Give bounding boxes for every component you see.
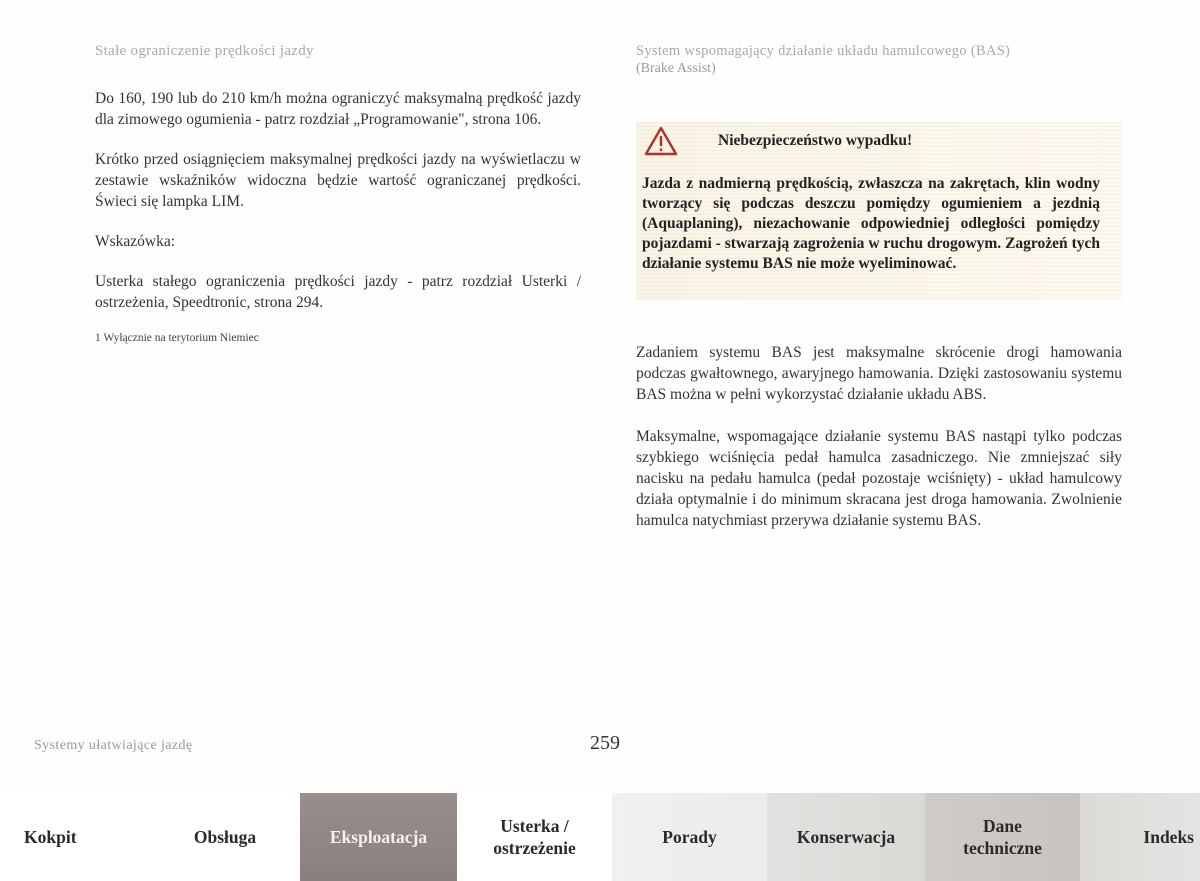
tab-dane-techniczne[interactable] [925,793,1080,881]
chapter-navigation [0,793,1200,881]
left-column [95,42,581,344]
tab-kokpit[interactable]: Kokpit [0,793,150,881]
right-column-body [636,342,1122,531]
right-column-header [636,42,1122,78]
tab-konserwacja[interactable]: Konserwacja [767,793,925,881]
footer-section-title: Systemy ułatwiające jazdę [34,738,193,753]
tab-porady[interactable]: Porady [612,793,767,881]
warning-body: Jazda z nadmierną prędkością, zwłaszcza na zakrętach, klin wodny tworzący się podczas deszczu pomiędzy ogumieniem a jezdnią (Aquaplaning), niezachowanie odpowiedniej odległości pomiędzy pojazdami - stwarzają zagrożenia w ruchu drogowym. Zagrożeń tych działanie systemu BAS nie może wyeliminować. [642,175,1100,272]
paragraph-bas-purpose: Zadaniem systemu BAS jest maksymalne skrócenie drogi hamowania podczas gwałtownego, awaryjnego hamowania. Dzięki zastosowaniu systemu BAS można w pełni wykorzystać działanie układu ABS. [636,344,1122,403]
warning-header [644,126,912,156]
warning-title: Niebezpieczeństwo wypadku! [718,132,913,149]
tab-dane-label: Dane techniczne [963,816,1042,858]
tab-obsluga[interactable]: Obsługa [150,793,300,881]
note-label: Wskazówka: [95,233,176,250]
paragraph-fault-reference: Usterka stałego ograniczenia prędkości jazdy - patrz rozdział Usterki / ostrzeżenia, Speedtronic, strona 294. [95,273,581,311]
paragraph-winter-tyres: Do 160, 190 lub do 210 km/h można ograniczyć maksymalną prędkość jazdy dla zimowego ogumienia - patrz rozdział „Programowanie", strona 106. [95,90,581,128]
warning-box [636,122,1122,300]
tab-indeks[interactable]: Indeks [1080,793,1200,881]
tab-usterka-ostrzezenie[interactable] [457,793,612,881]
section-subheading-brake-assist: (Brake Assist) [636,61,716,76]
paragraph-bas-operation: Maksymalne, wspomagające działanie systemu BAS nastąpi tylko podczas szybkiego wciśnięcia pedał hamulca zasadniczego. Nie zmniejszać siły nacisku na pedału hamulca (pedał pozostaje wciśnięty) - układ hamulcowy działa optymalnie i do minimum skracana jest droga hamowania. Zwolnienie hamulca natychmiast przerywa działanie systemu BAS. [636,428,1122,529]
footnote: 1 Wyłącznie na terytorium Niemiec [95,332,259,344]
tab-eksploatacja[interactable]: Eksploatacja [300,793,457,881]
section-heading-speed-limit: Stałe ograniczenie prędkości jazdy [95,43,314,59]
page-number: 259 [590,732,620,754]
tab-usterka-label: Usterka / ostrzeżenie [493,816,576,858]
paragraph-display-info: Krótko przed osiągnięciem maksymalnej prędkości jazdy na wyświetlaczu w zestawie wskaźników widoczna będzie wartość ograniczanej prędkości. Świeci się lampka LIM. [95,151,581,210]
warning-triangle-icon [644,126,678,156]
section-heading-bas: System wspomagający działanie układu hamulcowego (BAS) [636,43,1011,59]
